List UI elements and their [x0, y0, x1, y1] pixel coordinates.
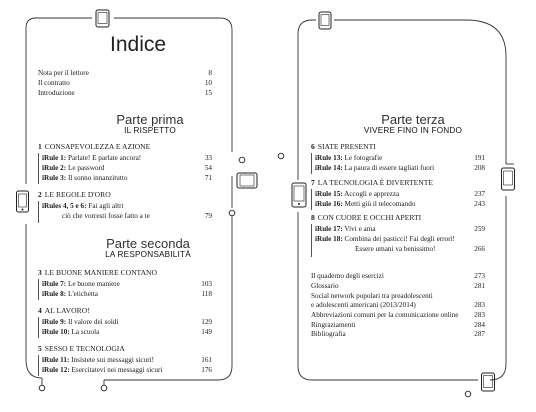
part-subtitle: VIVERE FINO IN FONDO	[363, 126, 463, 135]
toc-entry: Abbreviazioni comuni per la comunicazione online 283	[311, 311, 485, 319]
phone-icon	[480, 372, 496, 392]
toc-entry: Il contratto 10	[38, 79, 212, 87]
node-dot-icon	[464, 390, 472, 398]
chapter-heading: 2 LE REGOLE D'ORO	[38, 190, 111, 199]
toc-entry: iRule 18: Combina dei pasticci! Fai degli errori!	[315, 235, 455, 243]
part-title: Parte seconda	[106, 236, 190, 251]
node-dot-icon	[228, 209, 236, 217]
toc-entry: iRules 4, 5 e 6: Fai agli altri	[42, 202, 124, 210]
chapter-heading: 1 CONSAPEVOLEZZA E AZIONE	[38, 142, 151, 151]
chapter-heading: 8 CON CUORE E OCCHI APERTI	[311, 213, 422, 222]
toc-entry: e adolescenti americani (2013/2014) 283	[311, 301, 485, 309]
toc-entry: Introduzione 15	[38, 89, 212, 97]
node-dot-icon	[238, 156, 246, 164]
toc-entry: iRule 9: Il valore dei soldi 129	[42, 318, 212, 326]
toc-entry: iRule 16: Metti giù il telecomando 243	[315, 200, 485, 208]
toc-entry: iRule 14: La paura di essere tagliati fuori 208	[315, 164, 485, 172]
part-title: Parte terza	[381, 112, 445, 127]
part-subtitle: IL RISPETTO	[124, 126, 176, 135]
chapter-heading: 6 SIATE PRESENTI	[311, 142, 376, 151]
toc-entry: Il quaderno degli esercizi 273	[311, 272, 485, 280]
chapter-bar	[311, 189, 312, 210]
chapter-bar	[38, 153, 39, 184]
phone-icon	[318, 11, 332, 30]
chapter-heading: 5 SESSO E TECNOLOGIA	[38, 344, 125, 353]
phone-icon	[500, 166, 516, 194]
toc-entry: Glossario 281	[311, 282, 485, 290]
toc-entry: iRule 2: Le password 54	[42, 164, 212, 172]
toc-entry: Essere umani va benissimo! 266	[355, 245, 485, 253]
chapter-heading: 7 LA TECNOLOGIA È DIVERTENTE	[311, 178, 433, 187]
toc-entry: Ringraziamenti 284	[311, 321, 485, 329]
phone-icon	[15, 190, 30, 214]
toc-entry: Nota per il lettore 8	[38, 69, 212, 77]
node-dot-icon	[100, 384, 108, 392]
toc-entry: iRule 7: Le buone maniere 103	[42, 280, 212, 288]
node-dot-icon	[277, 152, 285, 160]
toc-entry: iRule 17: Vivi e ama 259	[315, 225, 485, 233]
toc-entry: iRule 8: L'etichetta 118	[42, 290, 212, 298]
toc-entry: iRule 12: Esercitatevi nei messaggi sicuri 176	[42, 366, 212, 374]
chapter-bar	[311, 224, 312, 257]
toc-entry: iRule 15: Accogli e apprezza 237	[315, 190, 485, 198]
part-title: Parte prima	[116, 112, 184, 127]
chapter-bar	[38, 201, 39, 223]
index-title: Indice	[110, 33, 167, 56]
phone-icon	[95, 9, 110, 28]
chapter-bar	[38, 355, 39, 376]
toc-entry: iRule 1: Parlate! E parlate ancora! 33	[42, 154, 212, 162]
toc-entry: Bibliografia 287	[311, 330, 485, 338]
chapter-bar	[38, 317, 39, 338]
chapter-bar	[311, 153, 312, 174]
phone-icon	[236, 172, 258, 190]
part-subtitle: LA RESPONSABILITÀ	[105, 250, 191, 259]
toc-entry: Social network popolari tra preadolescenti	[311, 292, 433, 300]
chapter-bar	[38, 279, 39, 300]
phone-icon	[290, 182, 312, 210]
toc-entry: iRule 13: Le fotografie 191	[315, 154, 485, 162]
node-dot-icon	[38, 384, 46, 392]
toc-entry: iRule 10: La scuola 149	[42, 328, 212, 336]
toc-entry: iRule 11: Insistete sui messaggi sicuri! 161	[42, 356, 212, 364]
toc-entry: ciò che vorresti fosse fatto a te 79	[62, 212, 212, 220]
toc-entry: iRule 3: Il sonno innanzitutto 71	[42, 174, 212, 182]
chapter-heading: 3 LE BUONE MANIERE CONTANO	[38, 268, 158, 277]
chapter-heading: 4 AL LAVORO!	[38, 306, 90, 315]
